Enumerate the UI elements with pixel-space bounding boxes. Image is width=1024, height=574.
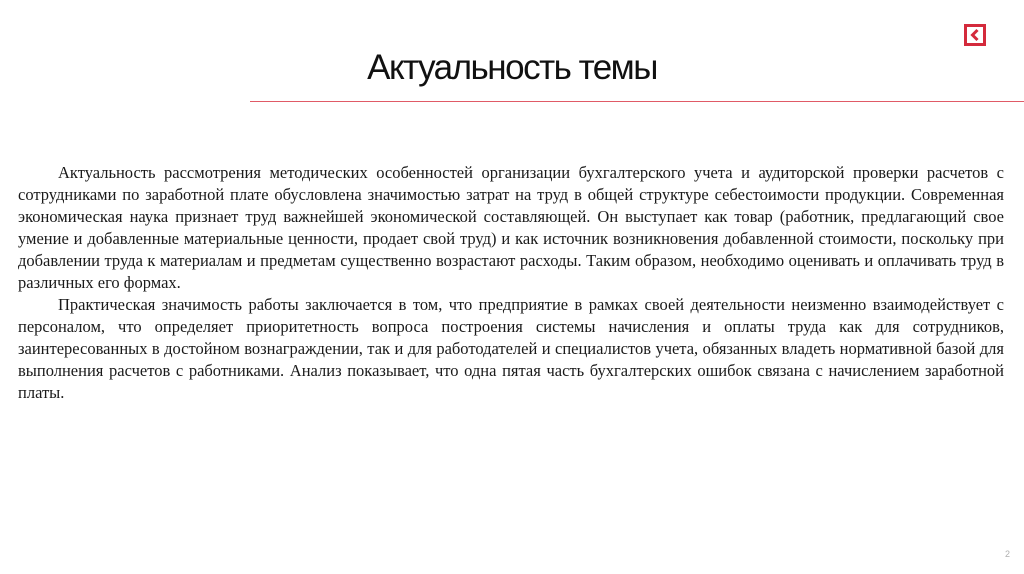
page-title: Актуальность темы <box>367 48 657 87</box>
back-arrow-icon[interactable] <box>964 24 986 46</box>
paragraph-relevance: Актуальность рассмотрения методических особенностей организации бухгалтерского учета и аудиторской проверки расчетов с сотрудниками по заработной плате обусловлена значимостью затрат на труд в общей структуре себестоимости продукции. Современная экономическая наука признает труд важнейшей экономической составляющей. Он выступает как товар (работник, предлагающий свое умение и добавленные материальные ценности, продает свой труд) и как источник возникновения добавленной стоимости, поскольку при добавлении труда к материалам и предметам существенно возрастают расходы. Таким образом, необходимо оценивать и оплачивать труд в различных его формах. <box>18 163 1004 292</box>
paragraph-practical-significance: Практическая значимость работы заключается в том, что предприятие в рамках своей деятельности неизменно взаимодействует с персоналом, что определяет приоритетность вопроса построения системы начисления и оплаты труда как для сотрудников, заинтересованных в достойном вознаграждении, так и для работодателей и специалистов учета, обязанных владеть нормативной базой для выполнения расчетов с работниками. Анализ показывает, что одна пятая часть бухгалтерских ошибок связана с начислением заработной платы. <box>18 295 1004 402</box>
page-number: 2 <box>1004 549 1010 559</box>
body-text <box>18 162 1004 404</box>
title-divider <box>250 101 1024 102</box>
